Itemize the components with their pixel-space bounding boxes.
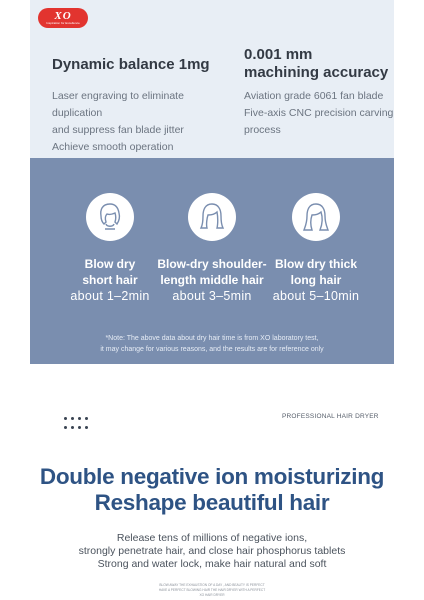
middle-hair-icon	[188, 193, 236, 241]
spec-desc-line: Five-axis CNC precision carving	[244, 107, 394, 119]
spec-desc-line: process	[244, 124, 281, 136]
long-hair-label	[260, 256, 372, 288]
spec-desc-line: Achieve smooth operation	[52, 141, 174, 153]
hair-label-line: short hair	[82, 273, 138, 287]
short-hair-icon	[86, 193, 134, 241]
section-tag: PROFESSIONAL HAIR DRYER	[282, 413, 379, 420]
fine-print-2: HAVE A PERFECT BLOWING HAIR THE HAIR DRYER WITH A PERFECT	[158, 588, 266, 592]
spec-title-line: 0.001 mm	[244, 46, 313, 63]
fine-print-1: BLOW AWAY THE EXHAUSTION OF A DAY , AND BEAUTY IS PERFECT	[159, 583, 265, 587]
long-hair-icon	[292, 193, 340, 241]
hair-label-line: length middle hair	[160, 273, 264, 287]
spec-desc-line: Laser engraving to eliminate duplication	[52, 90, 184, 119]
long-hair-time: about 5–10min	[272, 289, 360, 303]
logo-mark: XO	[54, 10, 72, 22]
spec-desc-line: Aviation grade 6061 fan blade	[244, 90, 384, 102]
hair-label-line: long hair	[290, 273, 342, 287]
brand-logo	[38, 8, 88, 28]
hair-label-line: Blow dry	[84, 257, 136, 271]
logo-tagline: Inspiration for Excellence	[46, 21, 80, 25]
headline-line-1: Double negative ion moisturizing	[39, 464, 385, 489]
spec-desc-balance	[52, 88, 232, 156]
spec-title-balance: Dynamic balance 1mg	[52, 56, 210, 73]
body-line-2: strongly penetrate hair, and close hair phosphorus tablets	[78, 545, 346, 557]
decorative-dots	[64, 417, 88, 429]
hair-label-line: Blow-dry shoulder-	[157, 257, 267, 271]
spec-desc-line: and suppress fan blade jitter	[52, 124, 184, 136]
note-line: it may change for various reasons, and the results are for reference only	[100, 346, 324, 353]
short-hair-label	[54, 256, 166, 288]
fine-print-3: XO HAIR DRYER	[199, 593, 225, 597]
headline-line-2: Reshape beautiful hair	[94, 490, 330, 515]
dry-time-panel	[30, 158, 394, 364]
hair-label-line: Blow dry thick	[274, 257, 357, 271]
body-line-1: Release tens of millions of negative ions,	[116, 532, 308, 544]
middle-hair-label	[156, 256, 268, 288]
note-line: *Note: The above data about dry hair time is from XO laboratory test,	[105, 335, 319, 342]
spec-desc-accuracy	[244, 88, 394, 139]
test-note	[30, 333, 394, 355]
middle-hair-time: about 3–5min	[172, 289, 252, 303]
spec-title-accuracy	[244, 46, 388, 82]
body-line-3: Strong and water lock, make hair natural and soft	[97, 558, 327, 570]
spec-title-line: machining accuracy	[244, 64, 389, 81]
short-hair-time: about 1–2min	[70, 289, 150, 303]
